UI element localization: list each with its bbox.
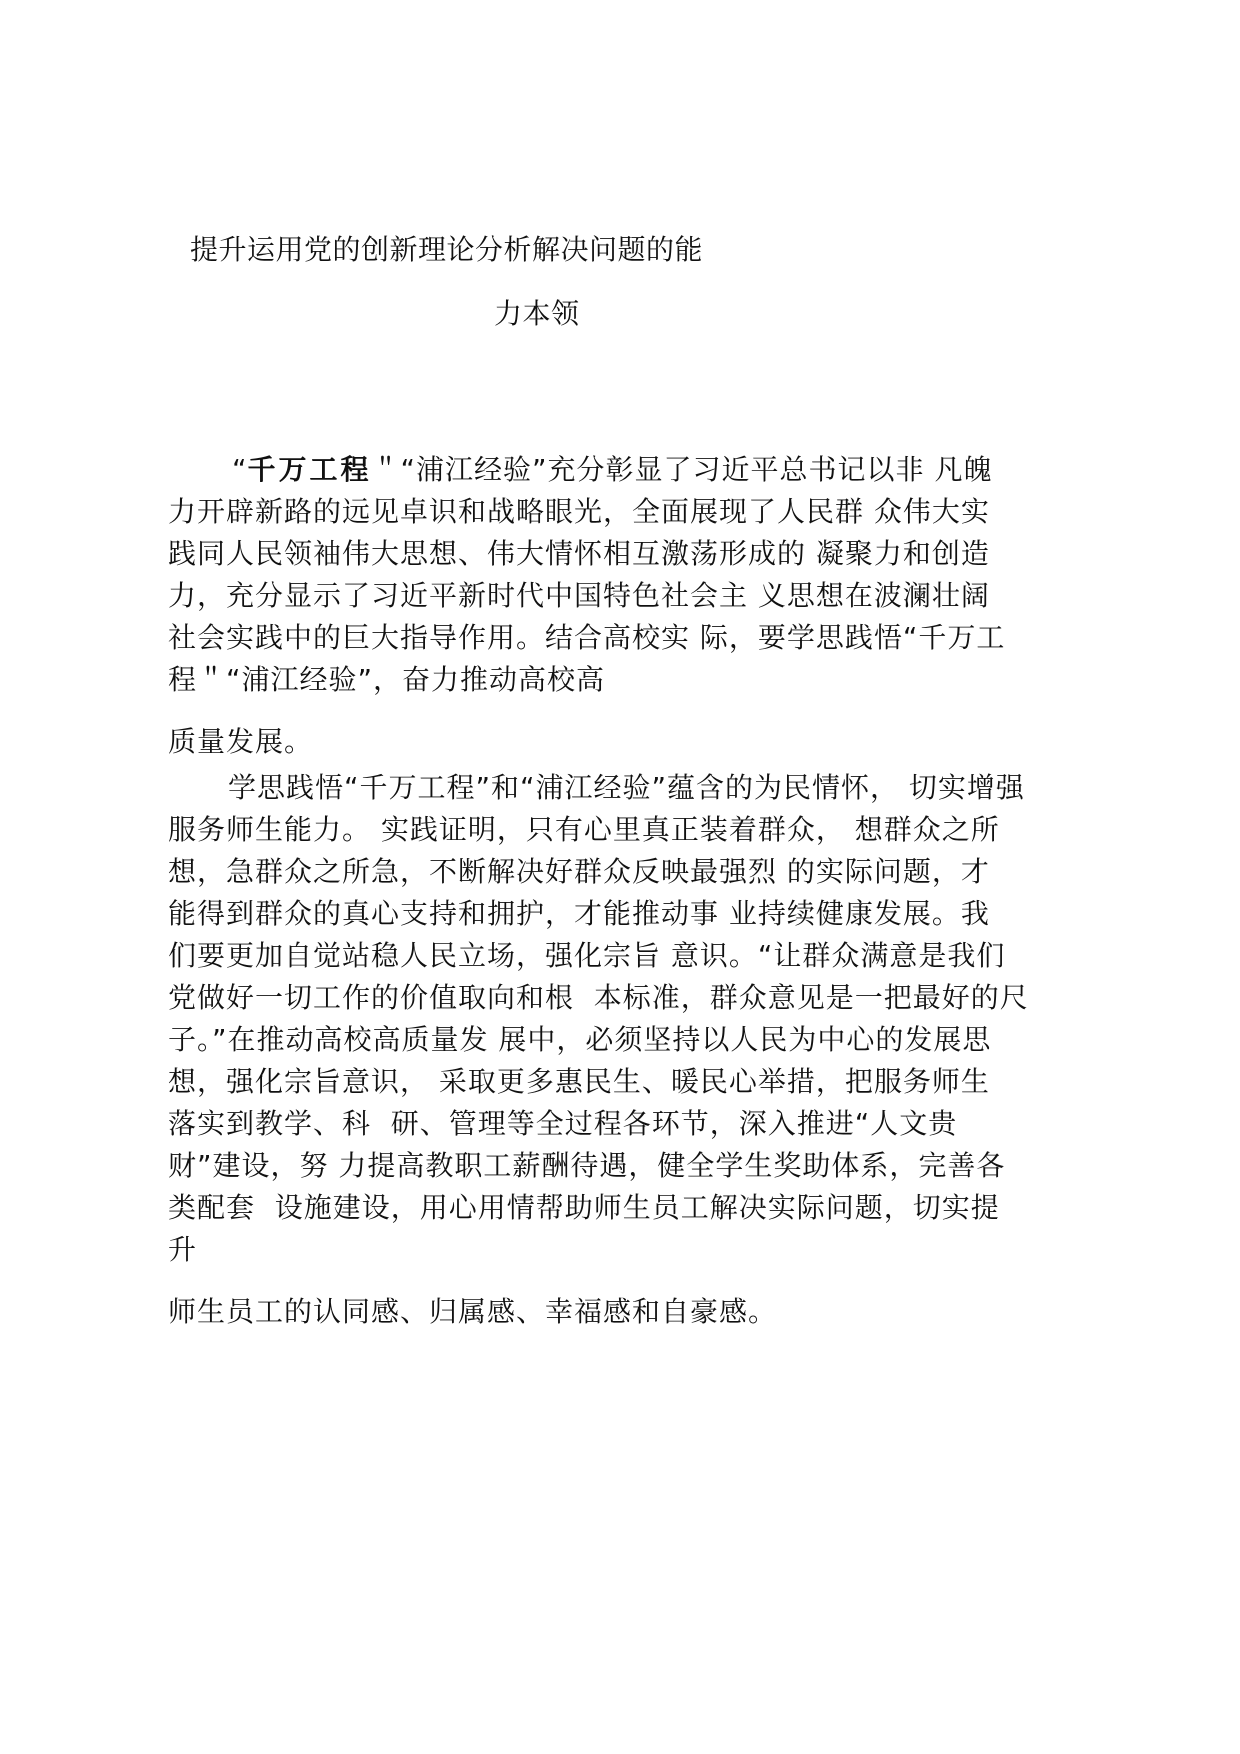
paragraph-2-line-6: 党做好一切工作的价值取向和根 本标准，群众意见是一把最好的尺 xyxy=(168,981,1029,1014)
paragraph-2-line-2: 服务师生能力。 实践证明，只有心里真正装着群众， 想群众之所 xyxy=(168,813,1000,846)
paragraph-1-line-1 xyxy=(232,452,992,488)
paragraph-2-line-4: 能得到群众的真心支持和拥护，才能推动事 业持续健康发展。我 xyxy=(168,897,990,930)
paragraph-2-line-8: 想，强化宗旨意识， 采取更多惠民生、暖民心举措，把服务师生 xyxy=(168,1065,990,1098)
paragraph-2-line-13: 师生员工的认同感、归属感、幸福感和自豪感。 xyxy=(168,1295,778,1328)
paragraph-1-line-7: 质量发展。 xyxy=(168,725,314,758)
quote-mark: “ xyxy=(232,453,248,486)
paragraph-1-line-3: 践同人民领袖伟大思想、伟大情怀相互激荡形成的 凝聚力和创造 xyxy=(168,537,990,570)
paragraph-1-line-6: 程＂“浦江经验”，奋力推动高校高 xyxy=(168,663,606,696)
emphasized-text: 千万工程 xyxy=(247,453,372,486)
text-run: ＂“浦江经验”充分彰显了习近平总书记以非 凡魄 xyxy=(371,453,993,486)
paragraph-2-line-12: 升 xyxy=(168,1233,198,1266)
document-title-line-2: 力本领 xyxy=(494,297,580,330)
paragraph-2-line-9: 落实到教学、科 研、管理等全过程各环节，深入推进“人文贵 xyxy=(168,1107,958,1140)
document-title-line-1: 提升运用党的创新理论分析解决问题的能 xyxy=(190,233,704,266)
paragraph-1-line-5: 社会实践中的巨大指导作用。结合高校实 际，要学思践悟“千万工 xyxy=(168,621,1006,654)
paragraph-1-line-4: 力，充分显示了习近平新时代中国特色社会主 义思想在波澜壮阔 xyxy=(168,579,990,612)
paragraph-2-line-3: 想，急群众之所急，不断解决好群众反映最强烈 的实际问题，才 xyxy=(168,855,990,888)
paragraph-2-line-7: 子。”在推动高校高质量发 展中，必须坚持以人民为中心的发展思 xyxy=(168,1023,992,1056)
paragraph-2-line-5: 们要更加自觉站稳人民立场，强化宗旨 意识。“让群众满意是我们 xyxy=(168,939,1006,972)
paragraph-2-line-1: 学思践悟“千万工程”和“浦江经验”蕴含的为民情怀， 切实增强 xyxy=(228,771,1025,804)
paragraph-1-line-2: 力开辟新路的远见卓识和战略眼光，全面展现了人民群 众伟大实 xyxy=(168,495,990,528)
paragraph-2-line-11: 类配套 设施建设，用心用情帮助师生员工解决实际问题，切实提 xyxy=(168,1191,1000,1224)
paragraph-2-line-10: 财”建设，努 力提高教职工薪酬待遇，健全学生奖助体系，完善各 xyxy=(168,1149,1006,1182)
